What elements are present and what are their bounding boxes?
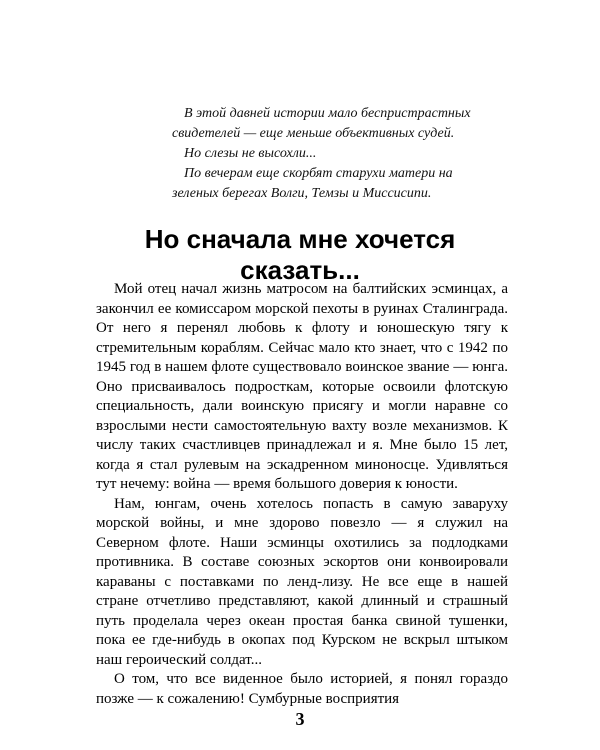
paragraph: Мой отец начал жизнь матросом на балтийских эсминцах, а закончил ее комиссаром морской пехоты в руинах Сталинграда. От него я перенял любовь к флоту и юношескую тягу к стремительным кораблям. Сейчас мало кто знает, что с 1942 по 1945 год в нашем флоте существовало воинское звание — юнга. Оно присваивалось подросткам, которые освоили флотскую специальность, дали воинскую присягу и могли наравне со взрослыми нести самостоятельную вахту возле механизмов. К числу таких счастливцев принадлежал и я. Мне было 15 лет, когда я стал рулевым на эскадренном миноносце. Удивляться тут нечему: война — время большого доверия к юности.	[96, 281, 508, 492]
epigraph-line: По вечерам еще скорбят старухи матери на зеленых берегах Волги, Темзы и Миссисипи.	[172, 166, 453, 201]
epigraph	[172, 104, 492, 204]
chapter-title-line: сказать...	[240, 255, 360, 285]
chapter-title	[100, 224, 500, 286]
epigraph-line: Но слезы не высохли...	[184, 146, 317, 161]
paragraph: О том, что все виденное было историей, я понял гораздо позже — к сожалению! Сумбурные восприятия	[96, 671, 508, 707]
body-text	[96, 280, 508, 709]
page-number: 3	[295, 709, 305, 729]
chapter-title-line: Но сначала мне хочется	[144, 224, 456, 254]
epigraph-line: В этой давней истории мало беспристрастных свидетелей — еще меньше объективных судей.	[172, 106, 471, 141]
paragraph: Нам, юнгам, очень хотелось попасть в самую заваруху морской войны, и мне здорово повезло — я служил на Северном флоте. Наши эсминцы охотились за подлодками противника. В составе союзных эскортов они конвоировали караваны с поставками по ленд-лизу. Не все еще в нашей стране отчетливо представляют, какой длинный и страшный путь проделала через океан простая банка свиной тушенки, пока ее где-нибудь в окопах под Курском не вскрыл штыком наш героический солдат...	[96, 495, 508, 668]
